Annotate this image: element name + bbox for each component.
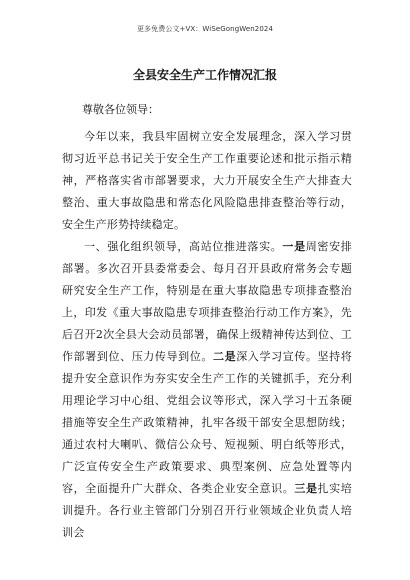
paragraph-text: 扎实培训提升。各行业主管部门分别召开行业领域企业负责人培训会 [62,482,352,539]
emphasis-label: 三是 [294,482,318,495]
document-title: 全县安全生产工作情况汇报 [132,68,277,82]
emphasis-label: 二是 [213,350,237,363]
salutation: 尊敬各位领导： [82,103,159,116]
paragraph-text: 今年以来，我县牢固树立安全发展理念，深入学习贯彻习近平总书记关于安全生产工作重要论述和批示指示精神，严格落实省市部署要求，大力开展安全生产大排查大整治、重大事故隐患和常态化风险隐患排查整治等行动，安全生产形势持续稳定。 [62,130,352,231]
body-paragraph [62,236,352,544]
body-paragraph [62,126,352,236]
document-body [62,126,352,544]
emphasis-label: 一是 [282,240,306,253]
header-note: 更多免费公文+VX：WiSeGongWen2024 [136,25,274,33]
paragraph-text: 周密安排部署。多次召开县委常委会、每月召开县政府常务会专题研究安全生产工作，特别是在重大事故隐患专项排查整治上，印发《重大事故隐患专项排查整治行动工作方案》，先后召开2次全县大会动员部署，确保上级精神传达到位、工作部署到位、压力传导到位。 [62,240,352,363]
paragraph-text: 一、强化组织领导，高站位推进落实。 [84,240,283,253]
paragraph-text: 深入学习宣传。坚持将提升安全意识作为夯实安全生产工作的关键抓手，充分利用理论学习中心组、党组会议等形式，深入学习十五条硬措施等安全生产政策精神，扎牢各级干部安全思想防线；通过农村大喇叭、微信公众号、短视频、明白纸等形式，广泛宣传安全生产政策要求、典型案例、应急处置等内容，全面提升广大群众、各类企业安全意识。 [62,350,352,495]
